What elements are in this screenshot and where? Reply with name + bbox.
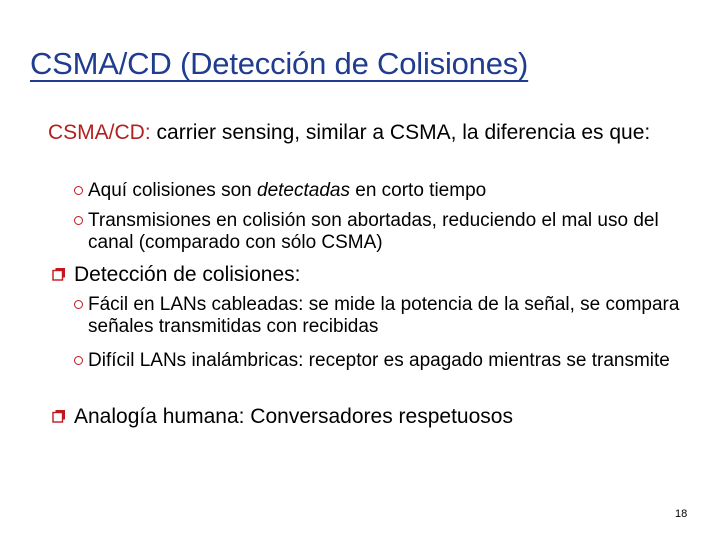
sub-bullet-text-c: en corto tiempo xyxy=(349,180,487,201)
sub-bullet-aborted xyxy=(88,210,688,254)
hollow-square-bullet-icon xyxy=(52,267,66,281)
hollow-circle-bullet-icon xyxy=(74,186,83,195)
intro-text: carrier sensing, similar a CSMA, la diferencia es que: xyxy=(150,121,651,144)
hollow-square-bullet-icon xyxy=(52,409,66,423)
sub-bullet-text-a: Aquí colisiones son xyxy=(88,180,257,201)
intro-paragraph xyxy=(48,120,674,146)
slide-title: CSMA/CD (Detección de Colisiones) xyxy=(30,46,529,81)
bullet-text: Detección de colisiones: xyxy=(74,263,301,286)
sub-bullet-text: Difícil LANs inalámbricas: receptor es apagado mientras se transmite xyxy=(88,350,670,371)
sub-bullet-text: Transmisiones en colisión son abortadas, reduciendo el mal uso del canal (comparado con sólo CSMA) xyxy=(88,210,659,253)
bullet-text: Analogía humana: Conversadores respetuosos xyxy=(74,405,513,428)
sub-bullet-emphasis: detectadas xyxy=(257,180,350,201)
hollow-circle-bullet-icon xyxy=(74,216,83,225)
hollow-circle-bullet-icon xyxy=(74,356,83,365)
sub-bullet-wireless xyxy=(88,350,688,372)
intro-lead: CSMA/CD: xyxy=(48,121,151,144)
sub-bullet-text: Fácil en LANs cableadas: se mide la potencia de la señal, se compara señales transmitidas con recibidas xyxy=(88,294,680,337)
hollow-circle-bullet-icon xyxy=(74,300,83,309)
sub-bullet-wired xyxy=(88,294,688,338)
bullet-collision-detection xyxy=(74,262,300,288)
sub-bullet-detected xyxy=(88,180,688,202)
bullet-human-analogy xyxy=(74,404,513,430)
page-number: 18 xyxy=(675,508,688,520)
